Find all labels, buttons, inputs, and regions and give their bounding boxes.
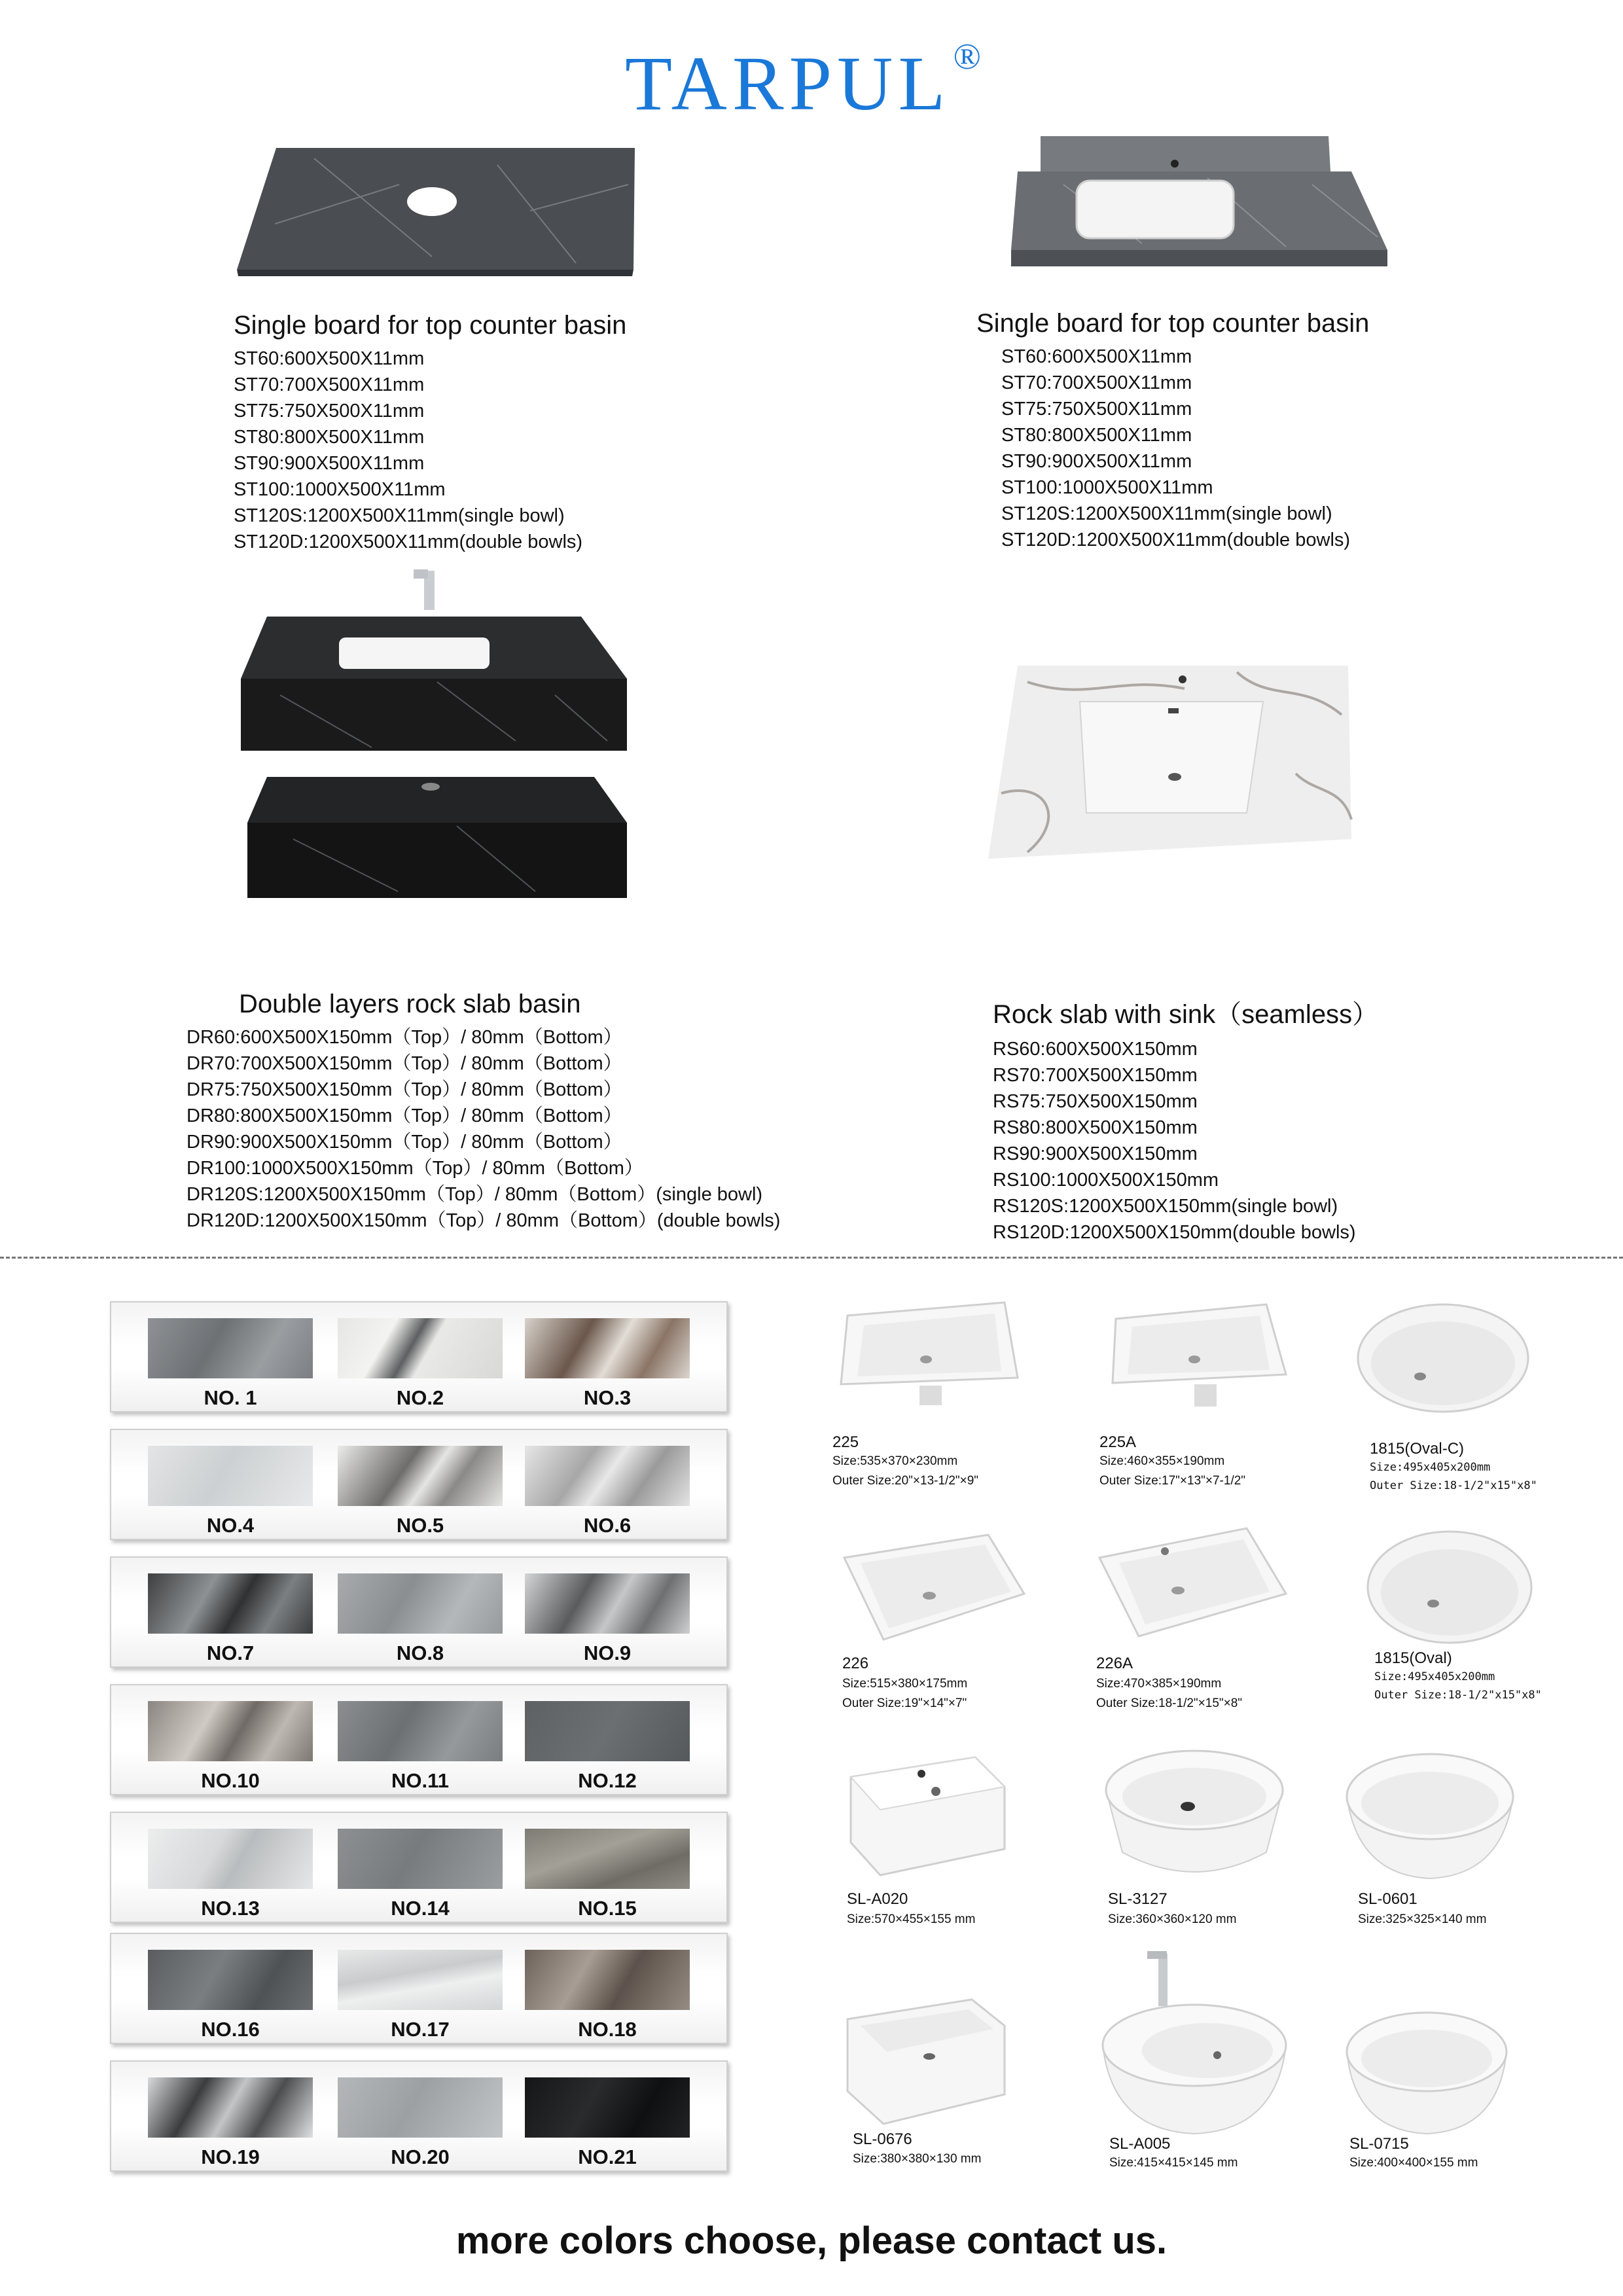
spec-line: ST80:800X500X11mm (1001, 425, 1192, 446)
swatch-14 (338, 1829, 503, 1889)
swatch-panel-7 (110, 2060, 728, 2172)
section-divider (0, 1257, 1623, 1259)
spec-line: ST120S:1200X500X11mm(single bowl) (234, 505, 565, 526)
spec-line: ST75:750X500X11mm (234, 401, 425, 422)
swatch-2 (338, 1318, 503, 1378)
brand-name: TARPUL (625, 41, 951, 126)
registered-mark: ® (953, 36, 987, 77)
basin-1815-oval-c-image (1351, 1299, 1535, 1430)
swatch-21 (525, 2077, 690, 2138)
basin-name: SL-0715 (1349, 2135, 1409, 2153)
spec-line: DR120D:1200X500X150mm（Top）/ 80mm（Bottom）(double bowls) (187, 1210, 781, 1231)
double-layer-black-photo (241, 564, 633, 924)
swatch-15 (525, 1829, 690, 1889)
swatch-label: NO.15 (578, 1897, 637, 1920)
basin-size: Size:495x405x200mm (1374, 1670, 1495, 1683)
brand-logo (625, 36, 987, 128)
swatch-panel-5 (110, 1812, 728, 1923)
swatch-panel-4 (110, 1684, 728, 1795)
swatch-label: NO.9 (583, 1641, 632, 1664)
product-block-rock-slab-sink (993, 994, 1378, 1246)
basin-size: Size:570×455×155 mm (847, 1912, 976, 1926)
spec-line: DR70:700X500X150mm（Top）/ 80mm（Bottom） (187, 1053, 622, 1074)
swatch-label: NO.14 (391, 1897, 450, 1920)
basin-sl-0676-image (844, 1996, 1008, 2127)
swatch-7 (148, 1573, 313, 1634)
block-title: Rock slab with sink（seamless） (993, 1000, 1379, 1029)
swatch-label: NO.7 (206, 1641, 255, 1664)
seamless-rock-slab-sink-photo (988, 662, 1355, 859)
swatch-panel-6 (110, 1933, 728, 2044)
product-block-double-layer (187, 990, 780, 1234)
swatch-panel-3 (110, 1556, 728, 1668)
basin-size: Size:515×380×175mm (842, 1677, 968, 1691)
spec-line: DR80:800X500X150mm（Top）/ 80mm（Bottom） (187, 1105, 622, 1126)
spec-line: ST80:800X500X11mm (234, 427, 425, 448)
swatch-16 (148, 1950, 313, 2010)
swatch-label: NO.6 (583, 1514, 632, 1537)
basin-name: 1815(Oval) (1374, 1649, 1452, 1667)
basin-size: Size:495x405x200mm (1370, 1461, 1491, 1474)
swatch-label: NO.19 (201, 2145, 260, 2168)
swatch-label: NO.18 (578, 2018, 637, 2041)
basin-size: Size:400×400×155 mm (1349, 2156, 1478, 2170)
basin-name: SL-0676 (853, 2130, 912, 2148)
basin-name: 1815(Oval-C) (1370, 1440, 1465, 1458)
spec-line: RS60:600X500X150mm (993, 1039, 1198, 1060)
swatch-label: NO.12 (578, 1769, 637, 1792)
basin-name: SL-A020 (847, 1890, 908, 1908)
swatch-6 (525, 1446, 690, 1506)
swatch-17 (338, 1950, 503, 2010)
spec-line: RS120D:1200X500X150mm(double bowls) (993, 1222, 1356, 1243)
swatch-10 (148, 1701, 313, 1761)
basin-name: SL-3127 (1108, 1890, 1168, 1908)
basin-outer-size: Outer Size:17"×13"×7-1/2" (1099, 1474, 1246, 1488)
spec-line: ST75:750X500X11mm (1001, 399, 1192, 420)
swatch-label: NO.4 (206, 1514, 255, 1537)
spec-line: RS80:800X500X150mm (993, 1117, 1198, 1138)
block-title: Single board for top counter basin (234, 311, 627, 340)
spec-line: DR120S:1200X500X150mm（Top）/ 80mm（Bottom）(single bowl) (187, 1184, 763, 1205)
swatch-4 (148, 1446, 313, 1506)
basin-outer-size: Outer Size:18-1/2"x15"x8" (1370, 1479, 1537, 1492)
spec-line: ST60:600X500X11mm (234, 348, 425, 369)
swatch-9 (525, 1573, 690, 1634)
basin-name: 226 (842, 1655, 869, 1672)
spec-line: ST120D:1200X500X11mm(double bowls) (234, 531, 583, 552)
swatch-label: NO.10 (201, 1769, 260, 1792)
basin-1815-oval-image (1361, 1528, 1538, 1659)
swatch-label: NO.11 (391, 1769, 449, 1792)
swatch-18 (525, 1950, 690, 2010)
basin-outer-size: Outer Size:18-1/2"x15"x8" (1374, 1689, 1542, 1702)
basin-outer-size: Outer Size:20"×13-1/2"×9" (832, 1474, 979, 1488)
basin-225-image (828, 1299, 1024, 1417)
basin-outer-size: Outer Size:19"×14"×7" (842, 1696, 967, 1710)
basin-outer-size: Outer Size:18-1/2"×15"×8" (1096, 1696, 1243, 1710)
basin-226a-image (1093, 1525, 1289, 1643)
basin-name: SL-0601 (1358, 1890, 1418, 1908)
basin-sl-a020-image (844, 1751, 1008, 1882)
spec-line: ST120D:1200X500X11mm(double bowls) (1001, 529, 1351, 550)
single-board-dark-photo (236, 145, 641, 276)
basin-name: SL-A005 (1109, 2135, 1171, 2153)
swatch-label: NO.17 (391, 2018, 450, 2041)
spec-line: RS90:900X500X150mm (993, 1143, 1198, 1164)
spec-line: RS120S:1200X500X150mm(single bowl) (993, 1196, 1338, 1217)
swatch-3 (525, 1318, 690, 1378)
basin-name: 225A (1099, 1433, 1137, 1451)
block-title: Double layers rock slab basin (239, 990, 581, 1018)
basin-226-image (838, 1532, 1027, 1643)
swatch-panel-1 (110, 1301, 728, 1412)
spec-line: RS100:1000X500X150mm (993, 1170, 1219, 1191)
basin-size: Size:325×325×140 mm (1358, 1912, 1487, 1926)
basin-size: Size:360×360×120 mm (1108, 1912, 1237, 1926)
basin-size: Size:470×385×190mm (1096, 1677, 1222, 1691)
basin-name: 225 (832, 1433, 859, 1451)
spec-line: ST90:900X500X11mm (1001, 451, 1192, 472)
basin-size: Size:415×415×145 mm (1109, 2156, 1238, 2170)
spec-line: ST100:1000X500X11mm (1001, 477, 1213, 498)
spec-line: ST70:700X500X11mm (1001, 372, 1192, 393)
block-title: Single board for top counter basin (976, 309, 1370, 338)
basin-225a-image (1096, 1299, 1293, 1417)
spec-line: DR75:750X500X150mm（Top）/ 80mm（Bottom） (187, 1079, 622, 1100)
swatch-8 (338, 1573, 503, 1634)
spec-line: RS75:750X500X150mm (993, 1091, 1198, 1112)
swatch-20 (338, 2077, 503, 2138)
product-block-single-board-right (976, 309, 1369, 553)
swatch-12 (525, 1701, 690, 1761)
product-block-single-board-left (234, 311, 626, 555)
contact-footer: more colors choose, please contact us. (455, 2219, 1168, 2262)
swatch-1 (148, 1318, 313, 1378)
basin-sl-0715-image (1342, 2003, 1512, 2140)
swatch-5 (338, 1446, 503, 1506)
single-board-grey-undermount-photo (1011, 132, 1397, 270)
swatch-13 (148, 1829, 313, 1889)
swatch-19 (148, 2077, 313, 2138)
basin-sl-a005-image (1096, 1947, 1293, 2137)
spec-line: ST60:600X500X11mm (1001, 346, 1192, 367)
swatch-label: NO.21 (578, 2145, 637, 2168)
basin-sl-0601-image (1342, 1744, 1518, 1888)
spec-line: DR60:600X500X150mm（Top）/ 80mm（Bottom） (187, 1027, 622, 1048)
spec-line: ST70:700X500X11mm (234, 374, 425, 395)
swatch-label: NO.16 (201, 2018, 260, 2041)
spec-line: RS70:700X500X150mm (993, 1065, 1198, 1086)
swatch-label: NO.2 (396, 1386, 444, 1409)
spec-line: ST100:1000X500X11mm (234, 479, 446, 500)
basin-size: Size:380×380×130 mm (853, 2152, 982, 2166)
basin-size: Size:535×370×230mm (832, 1454, 958, 1468)
spec-line: DR90:900X500X150mm（Top）/ 80mm（Bottom） (187, 1132, 622, 1153)
swatch-label: NO. 1 (204, 1386, 257, 1409)
basin-sl-3127-image (1099, 1744, 1289, 1888)
basin-name: 226A (1096, 1655, 1133, 1672)
swatch-11 (338, 1701, 503, 1761)
swatch-label: NO.8 (396, 1641, 444, 1664)
swatch-label: NO.3 (583, 1386, 632, 1409)
spec-line: ST120S:1200X500X11mm(single bowl) (1001, 503, 1332, 524)
basin-size: Size:460×355×190mm (1099, 1454, 1225, 1468)
swatch-panel-2 (110, 1429, 728, 1540)
spec-line: DR100:1000X500X150mm（Top）/ 80mm（Bottom） (187, 1158, 643, 1179)
swatch-label: NO.13 (201, 1897, 260, 1920)
swatch-label: NO.5 (396, 1514, 444, 1537)
swatch-label: NO.20 (391, 2145, 450, 2168)
spec-line: ST90:900X500X11mm (234, 453, 425, 474)
